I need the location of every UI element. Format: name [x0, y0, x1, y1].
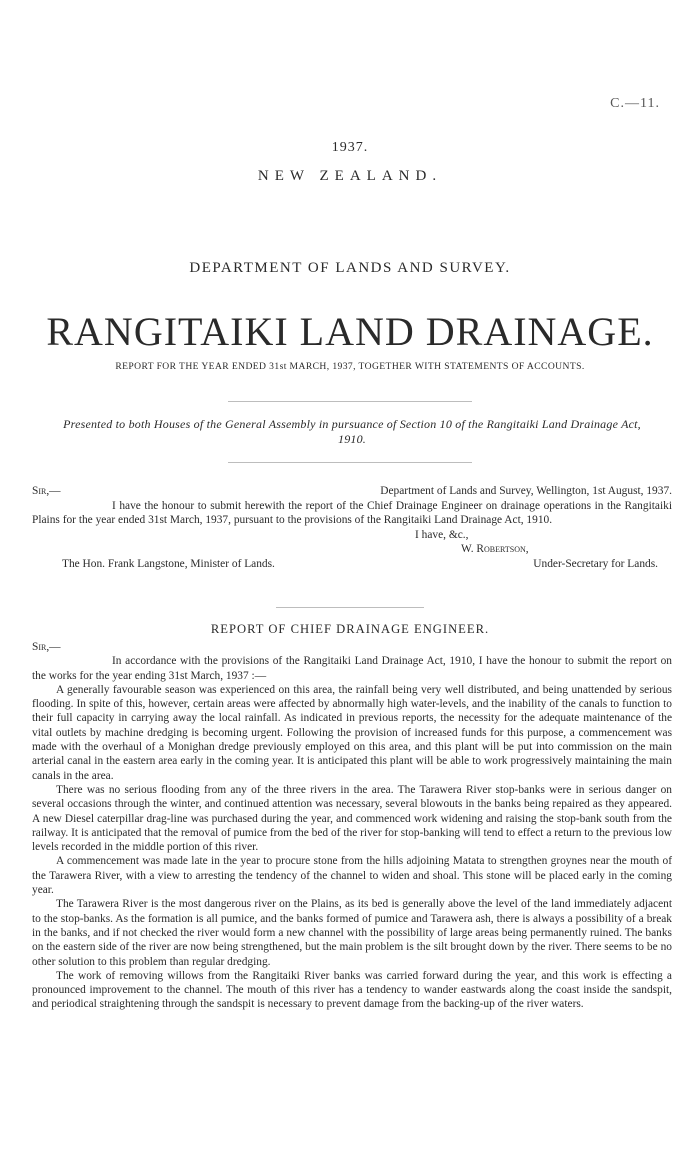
divider	[228, 401, 472, 402]
report-paragraph: In accordance with the provisions of the Rangitaiki Land Drainage Act, 1910, I have the honour to submit the report on the works for the year ending 31st March, 1937 :—	[32, 655, 672, 682]
document-reference: C.—11.	[610, 96, 660, 111]
letter-closing: I have, &c.,	[415, 528, 469, 541]
letter-address: Department of Lands and Survey, Wellington, 1st August, 1937.	[380, 485, 672, 497]
department-heading: DEPARTMENT OF LANDS AND SURVEY.	[189, 260, 511, 276]
country: NEW ZEALAND.	[257, 168, 443, 184]
divider	[276, 607, 424, 608]
report-salutation: Sir,—	[32, 641, 61, 653]
page-title: RANGITAIKI LAND DRAINAGE.	[46, 309, 654, 354]
report-body	[32, 640, 672, 1012]
letter-salutation: Sir,—	[32, 485, 61, 497]
divider	[228, 462, 472, 463]
covering-letter	[32, 484, 672, 571]
signature-title: Under-Secretary for Lands.	[533, 557, 658, 570]
report-paragraph: The Tarawera River is the most dangerous river on the Plains, as its bed is generally above the level of the land immediately adjacent to the stop-banks. As the formation is all pumice, and the banks formed of pumice and Tarawera ash, there is always a possibility of a break in the banks, and if not checked the river would form a new channel with the possibility of large areas being permanently ruined. The banks on the eastern side of the river are now being strengthened, but the main problem is the silt brought down by the river. There seems to be no other solution to this problem than regular dredging.	[32, 898, 672, 968]
letter-addressee: The Hon. Frank Langstone, Minister of Lands.	[62, 557, 275, 570]
report-paragraph: There was no serious flooding from any of the three rivers in the area. The Tarawera River stop-banks were in serious danger on several occasions through the winter, and continued attention was necessary, several blowouts in the banks being repaired as they appeared. A new Diesel caterpillar drag-line was purchased during the year, and commenced work widening and raising the stop-bank south from the railway. It is anticipated that the removal of pumice from the bed of the river for stop-banking will tend to effect a return to the previous low levels recorded in the middle portion of this river.	[32, 783, 672, 854]
letter-body: I have the honour to submit herewith the report of the Chief Drainage Engineer on drainage operations in the Rangitaiki Plains for the year ended 31st March, 1937, pursuant to the provisions of the Rangitaiki Land Drainage Act, 1910.	[32, 499, 672, 526]
report-heading: REPORT OF CHIEF DRAINAGE ENGINEER.	[210, 622, 490, 636]
report-paragraph: A commencement was made late in the year to procure stone from the hills adjoining Matata to strengthen groynes near the mouth of the Tarawera River, with a view to arresting the tendency of the channel to widen and shoal. This stone will be placed early in the coming year.	[32, 855, 672, 897]
report-paragraph: A generally favourable season was experienced on this area, the rainfall being very well distributed, and being unattended by serious flooding. In spite of this, however, certain areas were affected by abnormally high water-levels, and the inability of the canals to function to their full capacity in carrying away the local rainfall. As indicated in previous reports, the necessity for the adequate maintenance of the vital outlets by machine dredging is becoming urgent. Following the provision of increased funds for this purpose, a commencement was made with the overhaul of a Monighan dredge previously employed on this area, and this plant will be put into commission on the main arterial canal in the eastern area early in the coming year. It is anticipated this plant will be able to work progressively maintaining the main canals in the area.	[32, 683, 672, 782]
report-subtitle: REPORT FOR THE YEAR ENDED 31st MARCH, 1937, TOGETHER WITH STATEMENTS OF ACCOUNTS.	[115, 361, 585, 372]
report-paragraph: The work of removing willows from the Rangitaiki River banks was carried forward during the year, and this work is effecting a pronounced improvement to the channel. The mouth of this river has a tendency to wander eastwards along the coast inside the sandspit, and periodical straightening through the sandspit is necessary to prevent damage from the backing-up of the river waters.	[32, 969, 672, 1011]
letter-signature: W. Robertson,	[461, 543, 529, 555]
year: 1937.	[331, 140, 369, 155]
presentation-note: Presented to both Houses of the General Assembly in pursuance of Section 10 of the Rangitaiki Land Drainage Act, 1910.	[63, 417, 641, 446]
